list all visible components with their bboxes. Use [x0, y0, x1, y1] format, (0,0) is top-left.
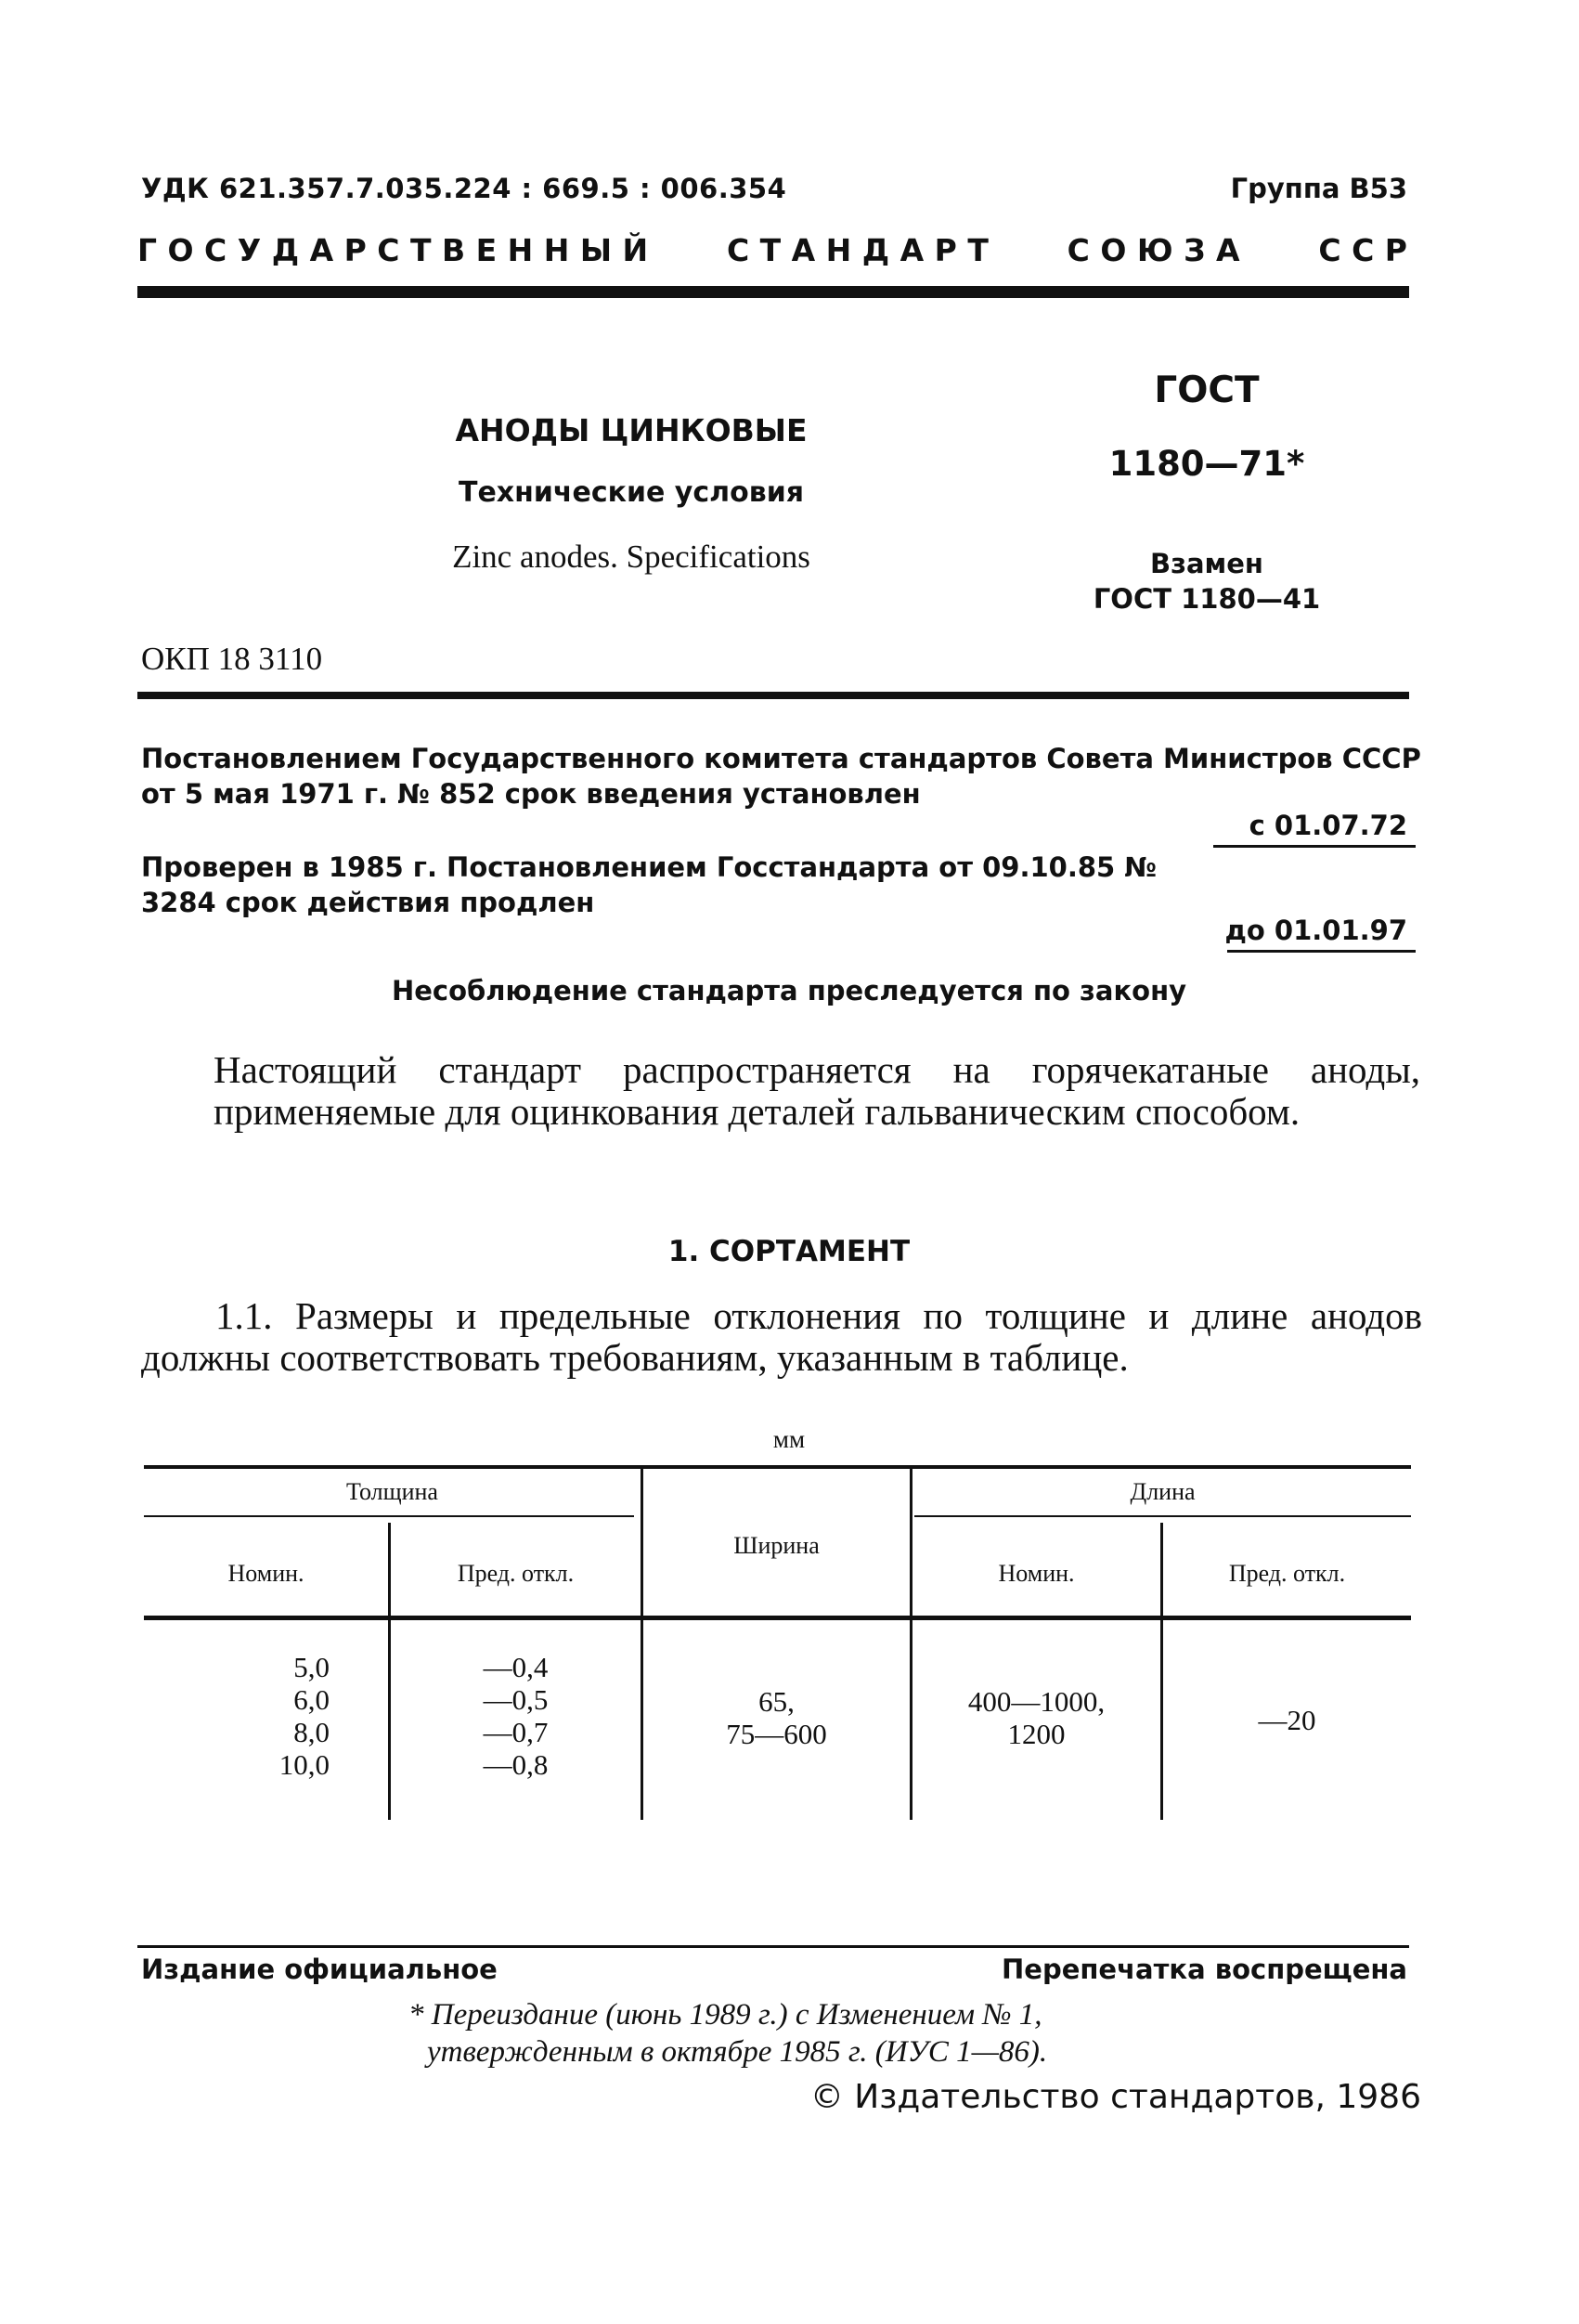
gost-label: ГОСТ — [1154, 370, 1260, 411]
header-bottom-rule — [144, 1616, 1411, 1620]
state-standard-word-2: С Т А Н Д А Р Т — [726, 232, 989, 268]
footnote — [408, 1996, 1047, 2071]
edition-label: Издание официальное — [141, 1954, 498, 1985]
table-row: 75—600 — [726, 1718, 827, 1750]
state-standard-heading — [137, 232, 1407, 268]
law-notice: Несоблюдение стандарта преследуется по закону — [391, 975, 1187, 1006]
replace-value: ГОСТ 1180—41 — [1093, 583, 1321, 615]
decree-text: Постановлением Государственного комитета стандартов Совета Министров СССР от 5 мая 1971 г. № 852 срок введения установлен — [141, 743, 1421, 810]
document-subtitle: Технические условия — [459, 476, 804, 509]
table-row: 6,0 — [293, 1683, 330, 1716]
date-end: до 01.01.97 — [1224, 915, 1407, 946]
thickness-group-rule — [144, 1515, 634, 1517]
footer-rule — [137, 1945, 1409, 1948]
table-row: —0,8 — [483, 1748, 549, 1781]
reprint-label: Перепечатка воспрещена — [1002, 1954, 1407, 1985]
state-standard-word-3: С О Ю З А — [1067, 232, 1240, 268]
header-thickness-nom: Номин. — [227, 1560, 304, 1587]
date-end-underline — [1227, 950, 1416, 953]
table-top-rule — [144, 1465, 1411, 1469]
cell-thickness-nom — [144, 1651, 330, 1781]
table-row: 65, — [758, 1685, 795, 1718]
cell-length-dev: —20 — [1258, 1704, 1316, 1736]
table-row: 1200 — [1007, 1718, 1066, 1750]
group-code: Группа В53 — [1230, 173, 1407, 204]
gost-number: 1180—71* — [1108, 444, 1305, 484]
footnote-line-1: * Переиздание (июнь 1989 г.) с Изменением № 1, — [408, 1998, 1042, 2032]
udk-code: УДК 621.357.7.035.224 : 669.5 : 006.354 — [141, 173, 787, 204]
table-row: 8,0 — [293, 1716, 330, 1748]
table-row: 5,0 — [293, 1651, 330, 1683]
header-thick-rule — [137, 286, 1409, 298]
replace-label: Взамен — [1150, 548, 1263, 579]
english-title: Zinc anodes. Specifications — [452, 539, 810, 575]
header-thickness-dev: Пред. откл. — [457, 1560, 575, 1587]
clause-1-1: 1.1. Размеры и предельные отклонения по толщине и длине анодов должны соответствовать требованиям, указанным в таблице. — [141, 1294, 1422, 1379]
checked-text: Проверен в 1985 г. Постановлением Госстандарта от 09.10.85 № 3284 срок действия продлен — [141, 851, 1158, 918]
okp-code: ОКП 18 3110 — [141, 641, 323, 677]
document-title: АНОДЫ ЦИНКОВЫЕ — [455, 412, 808, 448]
date-start-underline — [1213, 845, 1416, 848]
cell-length-nom — [912, 1685, 1160, 1750]
state-standard-word-4: С С Р — [1318, 232, 1407, 268]
header-thickness: Толщина — [346, 1478, 438, 1505]
length-group-rule — [914, 1515, 1411, 1517]
table-row: 400—1000, — [967, 1685, 1106, 1718]
cell-width — [643, 1685, 910, 1750]
cell-thickness-dev — [391, 1651, 641, 1781]
section-title: 1. СОРТАМЕНТ — [667, 1235, 911, 1268]
header-width: Ширина — [733, 1532, 820, 1559]
table-row: —0,4 — [483, 1651, 549, 1683]
header-length-dev: Пред. откл. — [1228, 1560, 1346, 1587]
table-row: —0,5 — [483, 1683, 549, 1716]
footnote-line-2: утвержденным в октябре 1985 г. (ИУС 1—86). — [427, 2035, 1048, 2069]
table-units: мм — [772, 1425, 806, 1453]
table-row: —0,7 — [483, 1716, 549, 1748]
copyright: © Издательство стандартов, 1986 — [809, 2078, 1421, 2116]
intro-text: Настоящий стандарт распространяется на горячекатаные аноды, применяемые для оцинкования деталей гальваническим способом. — [214, 1048, 1420, 1133]
date-start: с 01.07.72 — [1249, 810, 1407, 841]
intro-paragraph — [214, 1049, 1420, 1133]
title-bottom-rule — [137, 692, 1409, 699]
state-standard-word-1: Г О С У Д А Р С Т В Е Н Н Ы Й — [137, 232, 649, 268]
header-length-nom: Номин. — [998, 1560, 1075, 1587]
header-length: Длина — [1130, 1478, 1196, 1505]
table-row: 10,0 — [278, 1748, 330, 1781]
col-line-3 — [910, 1465, 912, 1616]
